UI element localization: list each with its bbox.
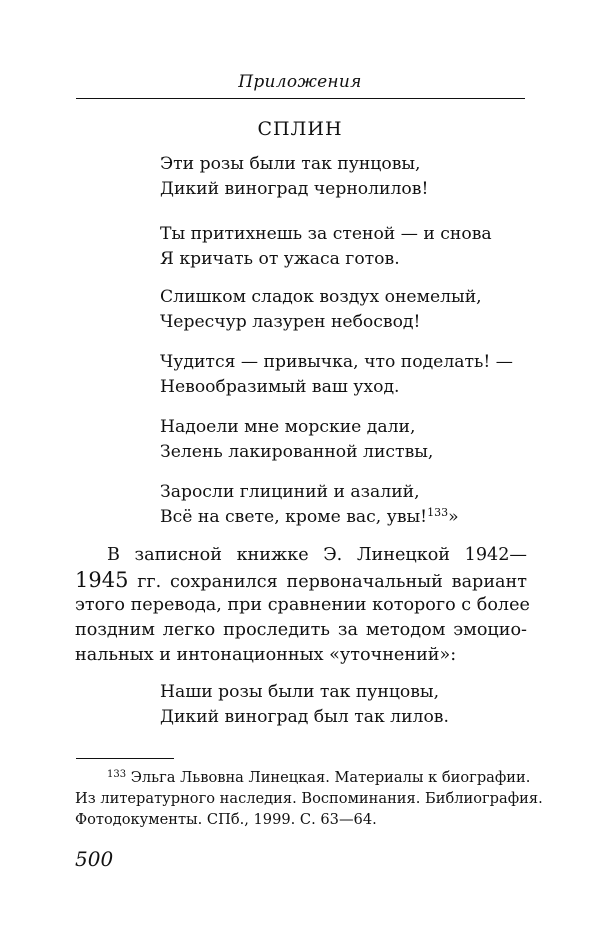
- verse-line: Надоели мне морские дали,: [160, 417, 416, 437]
- verse-line: Дикий виноград чернолилов!: [160, 179, 429, 199]
- verse-line: Зелень лакированной листвы,: [160, 442, 434, 462]
- paragraph-line: [75, 568, 527, 593]
- commentary-paragraph: [75, 543, 530, 668]
- paragraph-line-text: гг. сохранился первоначальный вариант: [137, 572, 527, 592]
- stanza-1: [160, 152, 428, 202]
- verse-line: Я кричать от ужаса готов.: [160, 249, 400, 269]
- footnote-line: Из литературного наследия. Воспоминания. Библиография.: [75, 790, 543, 807]
- paragraph-line: нальных и интонационных «уточнений»:: [75, 645, 457, 665]
- page-number: 500: [75, 847, 114, 871]
- year-number: 1945: [75, 568, 129, 592]
- running-head: Приложения: [238, 72, 362, 92]
- paragraph-line: В записной книжке Э. Линецкой 1942—: [107, 545, 527, 565]
- footnote-line: [75, 767, 531, 788]
- footnote-line: Фотодокументы. СПб., 1999. С. 63—64.: [75, 811, 377, 828]
- paragraph-line: этого перевода, при сравнении которого с более: [75, 595, 530, 615]
- footnote-rule: [76, 758, 174, 759]
- stanza-3: [160, 285, 482, 335]
- stanza-6: [160, 480, 459, 530]
- verse-line-text: Всё на свете, кроме вас, увы!: [160, 507, 428, 527]
- verse-line: Заросли глициний и азалий,: [160, 482, 420, 502]
- verse-line: Наши розы были так пунцовы,: [160, 682, 440, 702]
- header-rule: [76, 98, 525, 99]
- verse-line: Невообразимый ваш уход.: [160, 377, 400, 397]
- paragraph-line: поздним легко проследить за методом эмоцио-: [75, 620, 527, 640]
- stanza-4: [160, 350, 513, 400]
- verse-line: Чересчур лазурен небосвод!: [160, 312, 421, 332]
- footnote-text: Эльга Львовна Линецкая. Материалы к биографии.: [130, 769, 531, 786]
- footnote: [75, 767, 543, 830]
- variant-stanza: [160, 680, 449, 730]
- verse-line: Слишком сладок воздух онемелый,: [160, 287, 482, 307]
- verse-line: Чудится — привычка, что поделать! —: [160, 352, 513, 372]
- verse-line: Эти розы были так пунцовы,: [160, 154, 421, 174]
- verse-line: Дикий виноград был так лилов.: [160, 707, 449, 727]
- verse-line: Ты притихнешь за стеной — и снова: [160, 224, 492, 244]
- footnote-reference[interactable]: 133: [427, 506, 449, 519]
- stanza-5: [160, 415, 433, 465]
- poem-title: СПЛИН: [257, 118, 343, 140]
- stanza-2: [160, 222, 492, 272]
- closing-quote: »: [448, 507, 459, 527]
- footnote-number: 133: [107, 769, 127, 780]
- verse-line-with-footnote: [160, 505, 459, 530]
